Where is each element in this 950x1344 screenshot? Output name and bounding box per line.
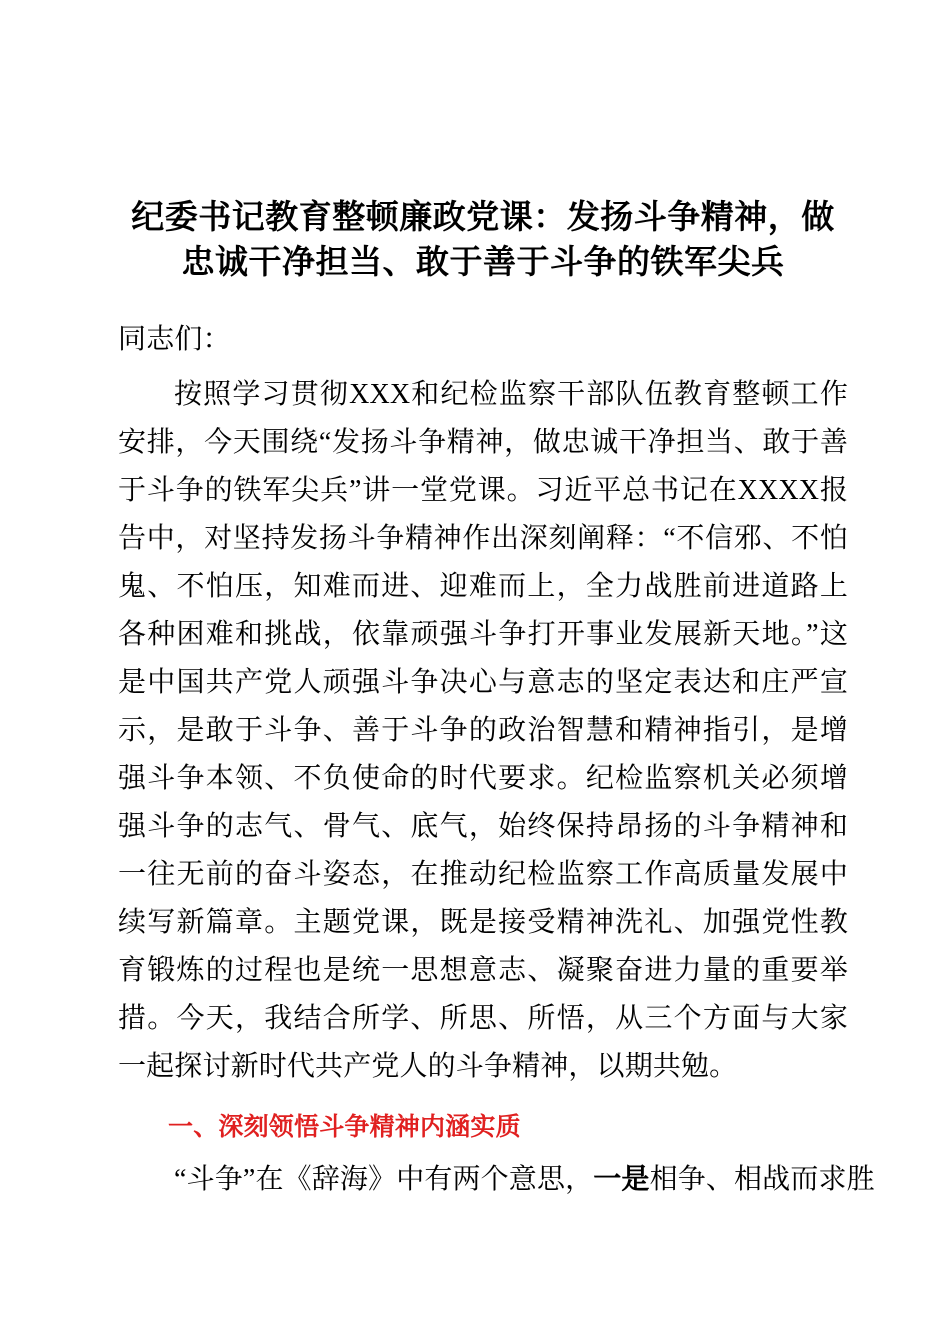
document-title: 纪委书记教育整顿廉政党课：发扬斗争精神，做忠诚干净担当、敢于善于斗争的铁军尖兵 — [131, 200, 835, 281]
section-one-first-paragraph — [118, 1151, 875, 1204]
document-content-column — [118, 0, 875, 1204]
section-one-para-emphasis: 一是 — [593, 1162, 650, 1195]
salutation-line: 同志们： — [118, 324, 231, 355]
opening-paragraph: 按照学习贯彻XXX和纪检监察干部队伍教育整顿工作安排，今天围绕“发扬斗争精神，做忠诚干净担当、敢于善于斗争的铁军尖兵”讲一堂党课。习近平总书记在XXXX报告中，对坚持发扬斗争精神作出深刻阐释：“不信邪、不怕鬼、不怕压，知难而进、迎难而上，全力战胜前进道路上各种困难和挑战，依靠顽强斗争打开事业发展新天地。”这是中国共产党人顽强斗争决心与意志的坚定表达和庄严宣示，是敢于斗争、善于斗争的政治智慧和精神指引，是增强斗争本领、不负使命的时代要求。纪检监察机关必须增强斗争的志气、骨气、底气，始终保持昂扬的斗争精神和一往无前的奋斗姿态，在推动纪检监察工作高质量发展中续写新篇章。主题党课，既是接受精神洗礼、加强党性教育锻炼的过程也是统一思想意志、凝聚奋进力量的重要举措。今天，我结合所学、所思、所悟，从三个方面与大家一起探讨新时代共产党人的斗争精神，以期共勉。 — [118, 379, 848, 1082]
section-heading-one: 一、深刻领悟斗争精神内涵实质 — [168, 1112, 521, 1141]
section-one-para-prefix: “斗争”在《辞海》中有两个意思， — [174, 1164, 594, 1195]
section-one-para-suffix: 相争、相战而求胜 — [649, 1164, 875, 1195]
